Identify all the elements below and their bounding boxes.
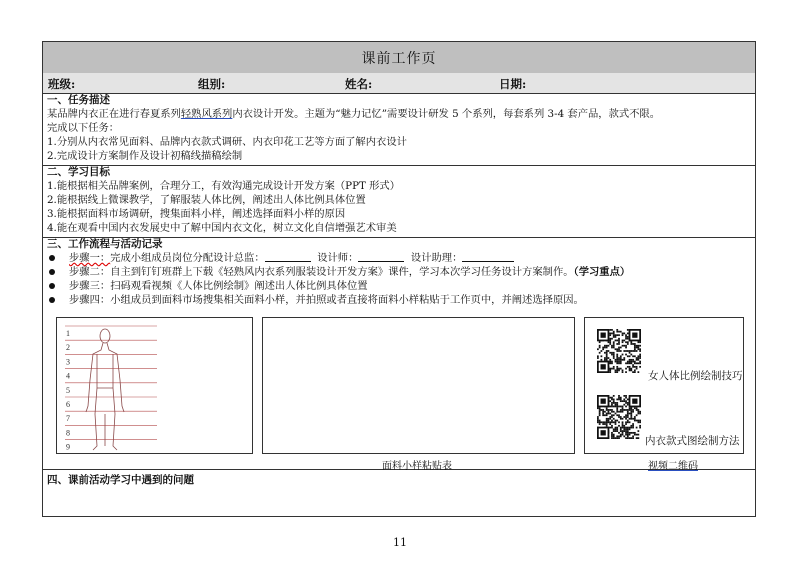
fabric-sample-box[interactable] <box>262 317 575 454</box>
step-2-emphasis: （学习重点） <box>573 266 631 278</box>
step-1-text: 完成小组成员岗位分配设计总监： <box>110 252 265 264</box>
qr-code-icon[interactable] <box>597 395 641 439</box>
class-label: 班级: <box>48 77 76 91</box>
blank-designer[interactable] <box>358 251 404 262</box>
problems-answer-area[interactable] <box>43 488 755 516</box>
blank-assistant[interactable] <box>462 251 514 262</box>
step-2-content <box>69 265 630 279</box>
title-text: 课前工作页 <box>361 50 437 67</box>
page-number: 11 <box>393 536 407 549</box>
step-4-text: 小组成员到面料市场搜集相关面料小样，并拍照或者直接将面料小样粘贴于工作页中，并阐述选择原因。 <box>110 294 584 306</box>
step-2-text: 自主到钉钉班群上下载《轻熟风内衣系列服装设计开发方案》课件，学习本次学习任务设计方案制作。 <box>110 266 574 278</box>
step-3 <box>43 279 755 293</box>
step-1-label: 步骤一： <box>69 252 111 264</box>
goal-line-1: 1.能根据相关品牌案例，合理分工，有效沟通完成设计开发方案（PPT 形式） <box>47 180 401 192</box>
process-section <box>43 238 755 470</box>
step-4-content <box>69 293 584 307</box>
step-2 <box>43 265 755 279</box>
step-4-label: 步骤四： <box>69 294 111 306</box>
figure-number: 7 <box>66 414 70 424</box>
step-1-assistant: 设计助理： <box>410 252 463 264</box>
body-figure-illustration <box>57 318 252 453</box>
task-line-3: 1.分别从内衣常见面料、品牌内衣款式调研、内衣印花工艺等方面了解内衣设计 <box>47 136 407 148</box>
group-label: 组别: <box>198 77 226 91</box>
goal-line-3: 3.能根据面料市场调研，搜集面料小样，阐述选择面料小样的原因 <box>47 208 346 220</box>
figure-number: 2 <box>66 343 70 353</box>
goals-heading: 二、学习目标 <box>47 166 110 178</box>
step-3-label: 步骤三： <box>69 280 111 292</box>
figure-number: 1 <box>66 329 70 338</box>
bullet-icon <box>49 269 55 275</box>
figure-number: 6 <box>66 400 70 409</box>
process-heading: 三、工作流程与活动记录 <box>47 238 163 250</box>
step-1-designer: 设计师： <box>317 252 359 264</box>
task-section <box>43 94 755 166</box>
qr-code-icon[interactable] <box>597 329 641 373</box>
figure-number: 8 <box>66 428 70 438</box>
page-title <box>43 42 755 74</box>
bullet-icon <box>49 255 55 261</box>
task-heading: 一、任务描述 <box>47 94 110 106</box>
step-4 <box>43 293 755 307</box>
qr1-label: 女人体比例绘制技巧 <box>648 370 743 382</box>
goal-line-2: 2.能根据线上微课教学，了解服装人体比例，阐述出人体比例具体位置 <box>47 194 366 206</box>
task-line-1: 某品牌内衣正在进行春夏系列轻熟风系列内衣设计开发。主题为“魅力记忆”需要设计研发 5 个系列，每套系列 3-4 套产品，款式不限。 <box>47 108 661 120</box>
task-line-4: 2.完成设计方案制作及设计初稿线描稿绘制 <box>47 150 243 162</box>
qr-code-box <box>584 317 744 454</box>
worksheet <box>42 41 756 517</box>
step-3-text: 扫码观看视频《人体比例绘制》阐述出人体比例具体位置 <box>110 280 368 292</box>
problems-heading: 四、课前活动学习中遇到的问题 <box>47 474 194 486</box>
date-label: 日期: <box>499 77 527 91</box>
goals-section <box>43 166 755 238</box>
video-caption: 视频二维码 <box>648 461 698 472</box>
fabric-caption: 面料小样粘贴表 <box>382 461 452 472</box>
task-line-2: 完成以下任务： <box>47 122 120 134</box>
figure-number: 3 <box>66 357 70 367</box>
step-1 <box>43 251 755 265</box>
qr2-label: 内衣款式图绘制方法 <box>645 435 740 447</box>
figure-number: 5 <box>66 385 70 395</box>
bullet-icon <box>49 297 55 303</box>
bullet-icon <box>49 283 55 289</box>
problems-section <box>43 470 755 516</box>
figure-number: 4 <box>66 371 70 381</box>
figure-number: 9 <box>66 442 70 452</box>
highlight-series: 轻熟风系列 <box>180 108 233 120</box>
body-proportion-figure <box>56 317 253 454</box>
step-3-content <box>69 279 368 293</box>
step-2-label: 步骤二： <box>69 266 111 278</box>
name-label: 姓名: <box>345 77 373 91</box>
step-1-content <box>69 251 514 265</box>
goal-line-4: 4.能在观看中国内衣发展史中了解中国内衣文化，树立文化自信增强艺术审美 <box>47 222 397 234</box>
blank-director[interactable] <box>265 251 311 262</box>
info-row <box>43 73 755 94</box>
